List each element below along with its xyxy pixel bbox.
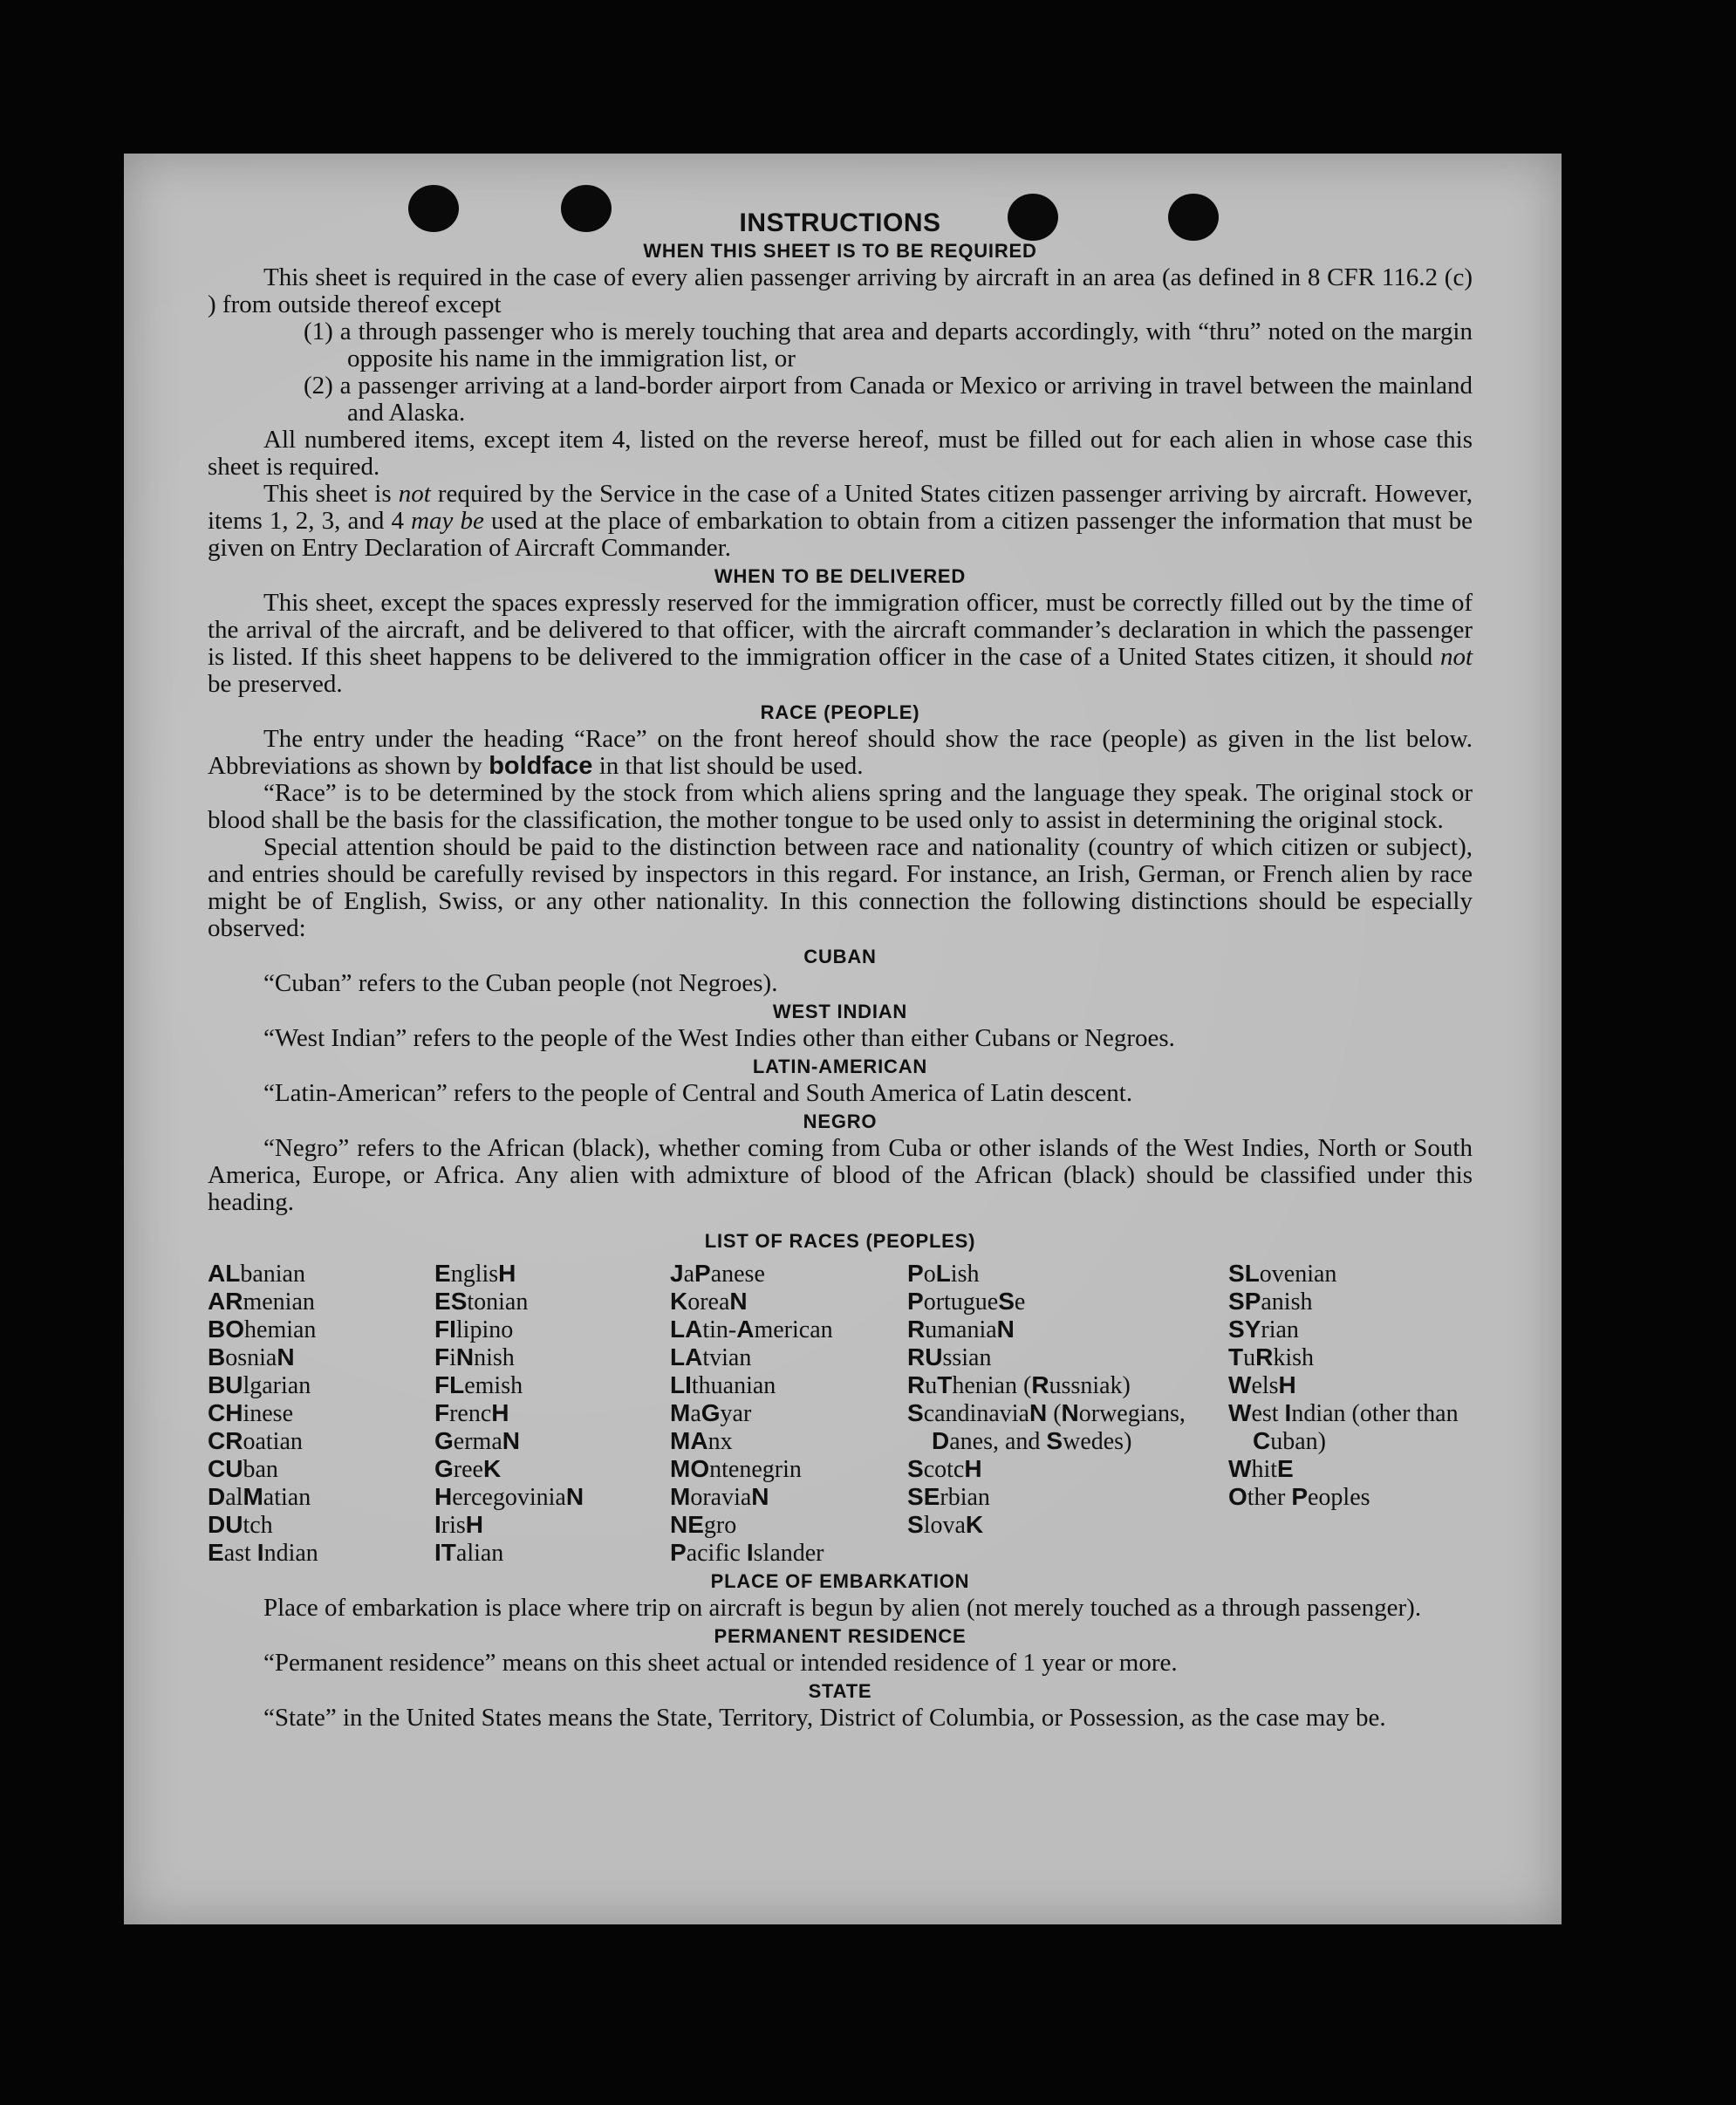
race-entry: RuThenian (Russniak) <box>907 1371 1131 1399</box>
race-entry: RumaniaN <box>907 1316 1015 1343</box>
race-entry: ScandinaviaN (Norwegians, Danes, and Swedes) <box>907 1399 1186 1455</box>
races-column-3 <box>670 1260 907 1567</box>
race-entry: West Indian (other than Cuban) <box>1228 1399 1459 1455</box>
section-heading-residence: PERMANENT RESIDENCE <box>714 1625 967 1647</box>
race-entry: MAnx <box>670 1427 733 1455</box>
race-entry: MoraviaN <box>670 1483 769 1511</box>
race-entry: MaGyar <box>670 1399 752 1427</box>
race-entry: Other Peoples <box>1228 1483 1370 1511</box>
section-heading-race: RACE (PEOPLE) <box>760 701 920 723</box>
section-heading-embarkation: PLACE OF EMBARKATION <box>710 1570 970 1592</box>
latin-american-text: “Latin-American” refers to the people of Central and South America of Latin descent. <box>263 1079 1133 1107</box>
race-entry: EnglisH <box>434 1260 516 1288</box>
race-entry: CRoatian <box>208 1427 303 1455</box>
race-paragraph-1: The entry under the heading “Race” on the front hereof should show the race (people) as given in the list below. Abbreviations as shown by boldface in that list should be used. <box>208 725 1473 780</box>
race-entry: SYrian <box>1228 1316 1299 1343</box>
race-entry: ARmenian <box>208 1288 315 1316</box>
race-entry: PoLish <box>907 1260 980 1288</box>
race-entry: WelsH <box>1228 1371 1296 1399</box>
race-entry: KoreaN <box>670 1288 748 1316</box>
race-entry: BUlgarian <box>208 1371 311 1399</box>
race-entry: TuRkish <box>1228 1343 1315 1371</box>
race-entry: ITalian <box>434 1539 504 1567</box>
race-entry: WhitE <box>1228 1455 1294 1483</box>
race-entry: DalMatian <box>208 1483 311 1511</box>
section-heading-list-of-races: LIST OF RACES (PEOPLES) <box>704 1230 976 1252</box>
race-entry: DUtch <box>208 1511 273 1539</box>
section-heading-cuban: CUBAN <box>803 946 877 967</box>
race-entry: GermaN <box>434 1427 520 1455</box>
race-entry: CHinese <box>208 1399 293 1427</box>
race-entry: SLovenian <box>1228 1260 1337 1288</box>
when-delivered-text: This sheet, except the spaces expressly reserved for the immigration officer, must be correctly filled out by the time of the arrival of the aircraft, and be delivered to that officer, with the aircraft commander’s declaration in which the passenger is listed. If this sheet happens to be delivered to the immigration officer in the case of a United States citizen, it should not be preserved. <box>208 589 1473 698</box>
section-heading-when-delivered: WHEN TO BE DELIVERED <box>714 565 967 587</box>
section-heading-latin-american: LATIN-AMERICAN <box>752 1056 928 1077</box>
race-entry: BOhemian <box>208 1316 317 1343</box>
races-column-4 <box>907 1260 1228 1567</box>
race-entry: LAtvian <box>670 1343 752 1371</box>
race-entry: JaPanese <box>670 1260 765 1288</box>
instructions-body <box>208 209 1473 1732</box>
embarkation-text: Place of embarkation is place where trip on aircraft is begun by alien (not merely touched as a through passenger). <box>263 1594 1422 1622</box>
race-entry: SlovaK <box>907 1511 984 1539</box>
citizen-paragraph: This sheet is not required by the Service in the case of a United States citizen passenger arriving by aircraft. However, items 1, 2, 3, and 4 may be used at the place of embarkation to obtain from a citizen passenger the information that must be given on Entry Declaration of Aircraft Commander. <box>208 480 1473 562</box>
race-entry: FIlipino <box>434 1316 514 1343</box>
race-entry: Pacific Islander <box>670 1539 824 1567</box>
race-entry: FiNnish <box>434 1343 515 1371</box>
race-entry: FrencH <box>434 1399 509 1427</box>
race-entry: IrisH <box>434 1511 484 1539</box>
section-heading-state: STATE <box>808 1680 872 1702</box>
race-entry: FLemish <box>434 1371 523 1399</box>
exception-item-1: (1) a through passenger who is merely touching that area and departs accordingly, with “thru” noted on the margin opposite his name in the immigration list, or <box>304 318 1473 372</box>
cuban-text: “Cuban” refers to the Cuban people (not Negroes). <box>263 969 778 997</box>
race-paragraph-2: “Race” is to be determined by the stock from which aliens spring and the language they speak. The original stock or blood shall be the basis for the classification, the mother tongue to be used only to assist in determining the original stock. <box>208 779 1473 834</box>
negro-text: “Negro” refers to the African (black), whether coming from Cuba or other islands of the West Indies, North or South America, Europe, or Africa. Any alien with admixture of blood of the African (black) should be classified under this heading. <box>208 1134 1473 1216</box>
section-heading-negro: NEGRO <box>803 1111 878 1132</box>
races-column-5 <box>1228 1260 1473 1567</box>
race-entry: CUban <box>208 1455 278 1483</box>
races-column-1 <box>208 1260 434 1567</box>
race-entry: RUssian <box>907 1343 992 1371</box>
race-entry: SPanish <box>1228 1288 1313 1316</box>
race-entry: GreeK <box>434 1455 502 1483</box>
west-indian-text: “West Indian” refers to the people of the West Indies other than either Cubans or Negroes. <box>263 1024 1175 1052</box>
numbered-items-paragraph: All numbered items, except item 4, listed on the reverse hereof, must be filled out for each alien in whose case this sheet is required. <box>208 426 1473 481</box>
state-text: “State” in the United States means the State, Territory, District of Columbia, or Possession, as the case may be. <box>263 1704 1386 1732</box>
when-required-intro: This sheet is required in the case of every alien passenger arriving by aircraft in an area (as defined in 8 CFR 116.2 (c) ) from outside thereof except <box>208 263 1473 318</box>
section-heading-when-required: WHEN THIS SHEET IS TO BE REQUIRED <box>643 240 1037 262</box>
race-entry: ScotcH <box>907 1455 982 1483</box>
race-entry: LAtin-American <box>670 1316 833 1343</box>
races-column-2 <box>434 1260 670 1567</box>
race-entry: SErbian <box>907 1483 990 1511</box>
race-entry: LIthuanian <box>670 1371 776 1399</box>
races-list <box>208 1260 1473 1567</box>
residence-text: “Permanent residence” means on this sheet actual or intended residence of 1 year or more. <box>263 1649 1178 1677</box>
section-heading-west-indian: WEST INDIAN <box>772 1001 908 1022</box>
race-entry: East Indian <box>208 1539 318 1567</box>
race-entry: NEgro <box>670 1511 737 1539</box>
race-paragraph-3: Special attention should be paid to the distinction between race and nationality (country of which citizen or subject), and entries should be carefully revised by inspectors in this regard. For instance, an Irish, German, or French alien by race might be of English, Swiss, or any other nationality. In this connection the following distinctions should be especially observed: <box>208 833 1473 942</box>
race-entry: ALbanian <box>208 1260 305 1288</box>
page-title: INSTRUCTIONS <box>739 208 941 237</box>
race-entry: MOntenegrin <box>670 1455 802 1483</box>
race-entry: HercegoviniaN <box>434 1483 584 1511</box>
race-entry: EStonian <box>434 1288 529 1316</box>
race-entry: PortugueSe <box>907 1288 1026 1316</box>
exception-item-2: (2) a passenger arriving at a land-border airport from Canada or Mexico or arriving in travel between the mainland and Alaska. <box>304 372 1473 427</box>
race-entry: BosniaN <box>208 1343 295 1371</box>
